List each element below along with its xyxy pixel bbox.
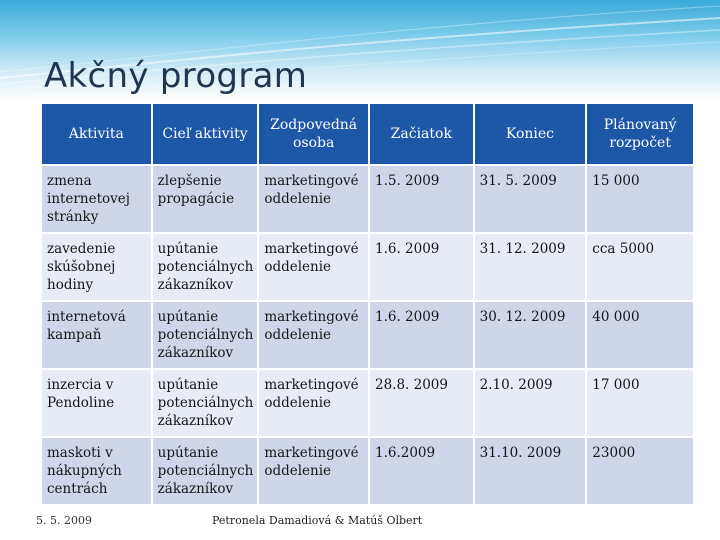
cell-aktivita: maskoti v nákupných centrách (42, 438, 151, 504)
table-row (42, 438, 693, 504)
cell-zaciatok: 1.6. 2009 (370, 234, 473, 300)
cell-osoba: marketingové oddelenie (259, 302, 368, 368)
cell-koniec: 31. 12. 2009 (475, 234, 586, 300)
cell-ciel: upútanie potenciálnych zákazníkov (153, 234, 258, 300)
action-plan-table (40, 102, 695, 506)
cell-koniec: 2.10. 2009 (475, 370, 586, 436)
cell-aktivita: internetová kampaň (42, 302, 151, 368)
cell-ciel: upútanie potenciálnych zákazníkov (153, 302, 258, 368)
cell-aktivita: zavedenie skúšobnej hodiny (42, 234, 151, 300)
cell-osoba: marketingové oddelenie (259, 438, 368, 504)
cell-rozpocet: 40 000 (587, 302, 693, 368)
footer-authors: Petronela Damadiová & Matúš Olbert (212, 514, 423, 527)
cell-ciel: zlepšenie propagácie (153, 166, 258, 232)
cell-osoba: marketingové oddelenie (259, 370, 368, 436)
header-zodpovedna-osoba: Zodpovedná osoba (259, 104, 368, 164)
cell-zaciatok: 1.5. 2009 (370, 166, 473, 232)
table-row (42, 234, 693, 300)
header-planovany-rozpocet: Plánovaný rozpočet (587, 104, 693, 164)
table-row (42, 302, 693, 368)
cell-ciel: upútanie potenciálnych zákazníkov (153, 370, 258, 436)
cell-zaciatok: 28.8. 2009 (370, 370, 473, 436)
header-ciel-aktivity: Cieľ aktivity (153, 104, 258, 164)
header-aktivita: Aktivita (42, 104, 151, 164)
cell-osoba: marketingové oddelenie (259, 166, 368, 232)
header-zaciatok: Začiatok (370, 104, 473, 164)
cell-zaciatok: 1.6.2009 (370, 438, 473, 504)
table-row (42, 166, 693, 232)
table-header-row (42, 104, 693, 164)
cell-ciel: upútanie potenciálnych zákazníkov (153, 438, 258, 504)
footer-date: 5. 5. 2009 (36, 514, 92, 527)
slide-title: Akčný program (44, 56, 308, 96)
cell-koniec: 31. 5. 2009 (475, 166, 586, 232)
cell-aktivita: zmena internetovej stránky (42, 166, 151, 232)
cell-osoba: marketingové oddelenie (259, 234, 368, 300)
header-koniec: Koniec (475, 104, 586, 164)
cell-koniec: 30. 12. 2009 (475, 302, 586, 368)
cell-zaciatok: 1.6. 2009 (370, 302, 473, 368)
table-row (42, 370, 693, 436)
action-plan-table-container (40, 102, 695, 500)
cell-rozpocet: 23000 (587, 438, 693, 504)
cell-rozpocet: cca 5000 (587, 234, 693, 300)
cell-koniec: 31.10. 2009 (475, 438, 586, 504)
cell-rozpocet: 17 000 (587, 370, 693, 436)
cell-aktivita: inzercia v Pendoline (42, 370, 151, 436)
cell-rozpocet: 15 000 (587, 166, 693, 232)
